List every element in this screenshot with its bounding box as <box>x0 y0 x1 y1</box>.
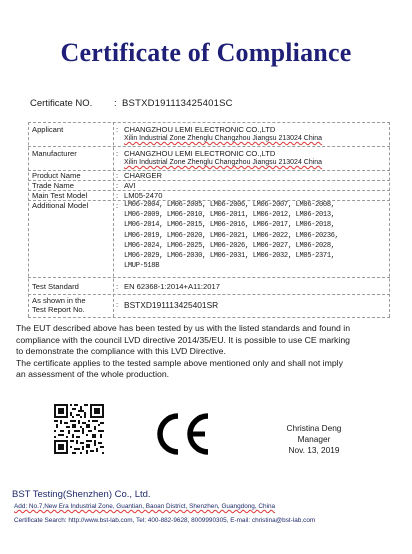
issuer-company: BST Testing(Shenzhen) Co., Ltd. <box>12 489 151 500</box>
table-column-divider <box>113 122 114 317</box>
model-list-line: LM06-2019, LM06-2020, LM06-2021, LM06-2022, LM06-20236, <box>124 231 339 240</box>
table-divider <box>28 294 390 295</box>
test-standard-value: EN 62368-1:2014+A11:2017 <box>124 282 220 291</box>
applicant-label: Applicant <box>32 125 64 134</box>
trade-name-separator: : <box>116 181 119 190</box>
statement-line: compliance with the council LVD directive 2014/35/EU. It is possible to use CE marking <box>16 334 350 345</box>
manufacturer-label: Manufacturer <box>32 149 77 158</box>
compliance-statement <box>16 323 398 381</box>
table-border-right <box>389 122 390 317</box>
main-test-model-label: Main Test Model <box>32 191 88 200</box>
applicant-separator: : <box>116 125 119 134</box>
applicant-name: CHANGZHOU LEMI ELECTRONIC CO.,LTD <box>124 125 276 134</box>
certificate-number-separator: : <box>114 98 117 109</box>
model-list-line: LMUP-518B <box>124 262 160 271</box>
test-report-number: BSTXD191113425401SR <box>124 300 219 310</box>
test-report-label-line2: Test Report No. <box>32 305 85 314</box>
model-list-line: LM06-2024, LM06-2025, LM06-2026, LM06-2027, LM06-2028, <box>124 241 335 250</box>
table-divider <box>28 146 390 147</box>
test-report-separator: : <box>116 300 119 309</box>
additional-model-list <box>124 200 339 271</box>
main-test-model-value: LM05-2470 <box>124 191 163 200</box>
model-list-line: LM06-2009, LM06-2010, LM06-2011, LM06-2012, LM06-2013, <box>124 211 335 220</box>
additional-model-separator: : <box>116 201 119 210</box>
table-divider <box>28 170 390 171</box>
trade-name-value: AVI <box>124 181 136 190</box>
table-divider <box>28 180 390 181</box>
product-name-separator: : <box>116 171 119 180</box>
manufacturer-separator: : <box>116 149 119 158</box>
signatory-name: Christina Deng <box>286 423 342 433</box>
table-border-bottom <box>28 317 390 318</box>
test-standard-separator: : <box>116 282 119 291</box>
test-standard-label: Test Standard <box>32 282 79 291</box>
statement-line: to demonstrate the compliance with this LVD Directive. <box>16 346 226 356</box>
model-list-line: LM06-2029, LM06-2030, LM06-2031, LM06-2032, LM05-2371, <box>124 252 335 261</box>
certificate-search-info: Certificate Search: http://www.bst-lab.com, Tel: 400-882-9628, 8009990305, E-mail: christina@bst-lab.com <box>14 517 316 524</box>
table-border-top <box>28 122 390 123</box>
ce-mark-logo <box>148 410 212 458</box>
qr-code <box>54 404 104 454</box>
certificate-details-table <box>28 122 390 317</box>
statement-line: an assessment of the whole production. <box>16 369 170 379</box>
applicant-address: Xilin Industrial Zone Zhenglu Changzhou Jiangsu 213024 China <box>124 135 323 142</box>
trade-name-label: Trade Name <box>32 181 74 190</box>
statement-line: The certificate applies to the tested sample above mentioned only and shall not imply <box>16 357 343 368</box>
test-report-label-line1: As shown in the <box>32 296 86 305</box>
issuer-address: Add: No.7,New Era Industrial Zone, Guantian, Baoan District, Shenzhen, Guangdong, China <box>14 503 276 510</box>
product-name-value: CHARGER <box>124 171 162 180</box>
main-test-model-separator: : <box>116 191 119 200</box>
certificate-number-value: BSTXD191113425401SC <box>122 98 233 109</box>
product-name-label: Product Name <box>32 171 81 180</box>
model-list-line: LM06-2014, LM06-2015, LM06-2016, LM06-2017, LM06-2018, <box>124 221 335 230</box>
model-list-line: LM06-2004, LM06-2005, LM06-2006, LM06-2007, LM06-2008, <box>124 201 335 209</box>
signatory-block <box>254 423 374 456</box>
statement-line: The EUT described above has been tested by us with the listed standards and found in <box>16 323 351 333</box>
signatory-title: Manager <box>297 434 331 444</box>
manufacturer-address: Xilin Industrial Zone Zhenglu Changzhou Jiangsu 213024 China <box>124 159 323 166</box>
manufacturer-name: CHANGZHOU LEMI ELECTRONIC CO.,LTD <box>124 149 276 158</box>
issue-date: Nov. 13, 2019 <box>288 445 340 455</box>
certificate-number-label: Certificate NO. <box>30 98 93 109</box>
table-border-left <box>28 122 29 317</box>
table-divider <box>28 277 390 278</box>
additional-model-label: Additional Model <box>32 201 89 210</box>
certificate-title: Certificate of Compliance <box>60 38 352 67</box>
